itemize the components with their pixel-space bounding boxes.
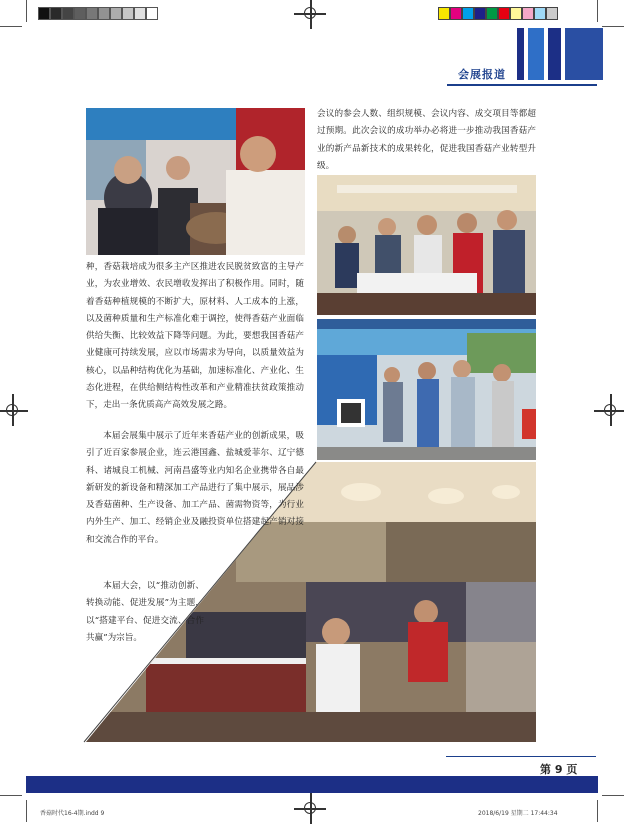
header-bar xyxy=(565,28,603,80)
header-bar xyxy=(517,28,524,80)
crop-mark xyxy=(597,0,598,22)
color-patch xyxy=(510,7,522,20)
footer-bar xyxy=(26,776,598,793)
registration-mark-right xyxy=(600,400,622,422)
gray-patch xyxy=(122,7,134,20)
color-calibration-strip xyxy=(438,7,558,20)
registration-mark-left xyxy=(2,400,24,422)
photo-outdoor-exhibition-image xyxy=(317,319,536,460)
gray-patch xyxy=(134,7,146,20)
photo-crowd-at-booth xyxy=(317,175,536,315)
article-paragraph-right: 会议的参会人数、组织规模、会议内容、成交项目等都超过预期。此次会议的成功举办必将进一步推动我国香菇产业的新产品新技术的成果转化，促进我国香菇产业转型升级。 xyxy=(317,109,536,171)
color-patch xyxy=(534,7,546,20)
section-title: 会展报道 xyxy=(458,68,506,81)
gray-patch xyxy=(62,7,74,20)
gray-patch xyxy=(38,7,50,20)
article-paragraph-2 xyxy=(86,428,304,549)
photo-crowd-at-booth-image xyxy=(317,175,536,315)
print-slug-timestamp: 2018/6/19 星期二 17:44:34 xyxy=(478,810,558,817)
photo-officials-inspecting-exhibit xyxy=(86,108,305,255)
grayscale-calibration-strip xyxy=(38,7,158,20)
page-number: 第 9 页 xyxy=(540,763,578,776)
crop-mark xyxy=(0,795,22,796)
gray-patch xyxy=(98,7,110,20)
crop-mark xyxy=(0,26,22,27)
registration-mark-bottom xyxy=(300,798,322,820)
print-slug-filename: 香菇时代16-4期.indd 9 xyxy=(40,810,105,817)
crop-mark xyxy=(26,800,27,822)
gray-patch xyxy=(110,7,122,20)
color-patch xyxy=(450,7,462,20)
article-paragraph-3-text: 本届大会，以“推动创新、转换动能、促进发展”为主题，以“搭建平台、促进交流、合作共赢”为宗旨。 xyxy=(86,581,204,643)
crop-mark xyxy=(26,0,27,22)
header-bar xyxy=(548,28,561,80)
gray-patch xyxy=(86,7,98,20)
header-color-bars xyxy=(517,28,603,80)
crop-mark xyxy=(602,26,624,27)
header-bar xyxy=(528,28,544,80)
photo-outdoor-exhibition xyxy=(317,319,536,460)
color-patch xyxy=(486,7,498,20)
article-paragraph-2-text: 本届会展集中展示了近年来香菇产业的创新成果，吸引了近百家参展企业，连云港国鑫、盐城爱菲尔、辽宁德科、诸城良工机械、河南昌盛等业内知名企业携带各自最新研发的新设备和精深加工产品进行了集中展示，展品涉及香菇菌种、生产设备、加工产品、菌需物资等，为行业内外生产、加工、经销企业及融投资单位搭建起产销对接和交流合作的平台。 xyxy=(86,431,304,545)
crop-mark xyxy=(602,795,624,796)
color-patch xyxy=(546,7,558,20)
color-patch xyxy=(462,7,474,20)
color-patch xyxy=(438,7,450,20)
photo-officials-inspecting-exhibit-image xyxy=(86,108,305,255)
gray-patch xyxy=(146,7,158,20)
footer-rule xyxy=(446,756,596,757)
article-paragraph-1: 种，香菇栽培成为很多主产区推进农民脱贫致富的主导产业，为农业增效、农民增收发挥出了积极作用。同时，随着香菇种植规模的不断扩大，原材料、人工成本的上涨，以及菌种质量和生产标准化难于调控，使得香菇产业面临供给失衡、比较效益下降等问题。为此，要想我国香菇产业健康可持续发展，应以市场需求为导向，以质量效益为核心，以品种结构优化为基础，加速标准化、产业化、生态化进程，在供给侧结构性改革和产业精准扶贫政策推动下，走出一条优质高产高效发展之路。 xyxy=(86,262,304,411)
registration-mark-top xyxy=(300,3,322,25)
color-patch xyxy=(474,7,486,20)
gray-patch xyxy=(50,7,62,20)
article-paragraph-3 xyxy=(86,578,204,647)
gray-patch xyxy=(74,7,86,20)
crop-mark xyxy=(597,800,598,822)
color-patch xyxy=(522,7,534,20)
color-patch xyxy=(498,7,510,20)
header-rule xyxy=(447,84,597,86)
